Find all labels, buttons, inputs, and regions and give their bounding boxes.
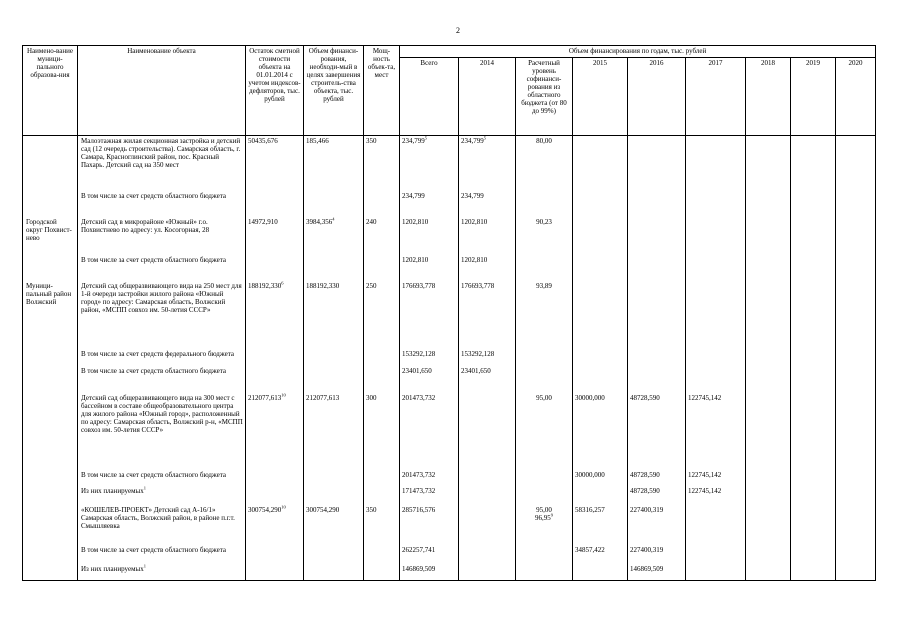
table-row (23, 217, 876, 255)
remaining-cost-cell-footnote: 6 (281, 280, 284, 286)
object-name-cell-text: Детский сад общеразвивающего вида на 250 мест для 1-й очереди застройки жилого района «Южный город» по адресу: Самарская область, Волжский район, «МСПП совхоз им. 50-летия СССР» (81, 281, 242, 314)
object-name-cell-text: Из них планируемых (81, 486, 144, 495)
cofinancing-cell (516, 486, 573, 505)
total-cell-text: 153292,128 (402, 349, 436, 358)
year-2017-cell (686, 217, 746, 255)
financing-volume-cell (304, 191, 364, 217)
year-2019-cell (791, 281, 836, 349)
table-row (23, 486, 876, 505)
header-financing-volume: Объем финанси-рования, необходи-мый в целях завершения строитель-ства объекта, тыс. рублей (304, 46, 364, 136)
year-2016-cell-text: 227400,319 (630, 545, 664, 554)
financing-volume-cell-footnote: 4 (332, 216, 335, 222)
remaining-cost-cell (246, 349, 304, 366)
cofinancing-cell (516, 545, 573, 564)
financing-volume-cell (304, 136, 364, 191)
year-2016-cell (628, 393, 686, 470)
cofinancing-cell-text: 93,89 (536, 281, 552, 290)
year-2016-cell-text: 48728,590 (630, 486, 660, 495)
object-name-cell-text: Детский сад общеразвивающего вида на 300 мест с бассейном в составе общеобразовательного центра для жилого района «Южный город», расположенный по адресу: Самарская область, Волжский р-н, «МСПП совхоз им. 50-летия СССР» (81, 393, 243, 434)
year-2015-cell-text: 30000,000 (575, 393, 605, 402)
year-2015-cell (573, 470, 628, 486)
year-2014-cell-text: 153292,128 (461, 349, 495, 358)
total-cell-footnote: 5 (424, 135, 427, 141)
year-2015-cell (573, 545, 628, 564)
object-name-cell-text: Детский сад в микрорайоне «Южный» г.о. Похвистнево по адресу: ул. Косогорная, 28 (81, 217, 210, 234)
year-2015-cell (573, 564, 628, 581)
financing-volume-cell-text: 212077,613 (306, 393, 340, 402)
year-2016-cell (628, 281, 686, 349)
financing-volume-cell (304, 217, 364, 255)
year-2014-cell (459, 255, 516, 281)
cofinancing-cell (516, 349, 573, 366)
total-cell-text: 171473,732 (402, 486, 436, 495)
remaining-cost-cell-footnote: 10 (281, 392, 286, 398)
total-cell (400, 217, 459, 255)
year-2020-cell (836, 470, 876, 486)
financing-volume-cell (304, 255, 364, 281)
capacity-cell (364, 191, 400, 217)
year-2020-cell (836, 393, 876, 470)
total-cell (400, 393, 459, 470)
year-2017-cell (686, 470, 746, 486)
table-row (23, 255, 876, 281)
year-2015-cell (573, 366, 628, 393)
object-name-cell-text: В том числе за счет средств областного бюджета (81, 545, 227, 554)
year-2017-cell (686, 545, 746, 564)
cofinancing-cell (516, 191, 573, 217)
municipality-cell (23, 281, 78, 349)
object-name-cell-text: В том числе за счет средств областного бюджета (81, 255, 227, 264)
object-name-cell (78, 564, 246, 581)
cofinancing-cell (516, 136, 573, 191)
header-by-years: Объем финансирования по годам, тыс. рублей (400, 46, 876, 58)
cofinancing-cell (516, 366, 573, 393)
year-2015-cell (573, 281, 628, 349)
capacity-cell (364, 470, 400, 486)
object-name-cell-text: Малоэтажная жилая секционная застройка и детский сад (12 очередь строительства). Самарская область, г. Самара, Красноглинский район, пос. Красный Пахарь. Детский сад на 350 мест (81, 137, 241, 169)
total-cell (400, 349, 459, 366)
total-cell-text: 146869,509 (402, 564, 436, 573)
year-2019-cell (791, 136, 836, 191)
year-2018-cell (746, 217, 791, 255)
cofinancing-cell (516, 281, 573, 349)
year-2014-cell (459, 393, 516, 470)
table-row (23, 564, 876, 581)
municipality-cell-text: Муници-пальный район Волжский (26, 281, 72, 306)
financing-table (22, 45, 876, 581)
year-2016-cell (628, 136, 686, 191)
capacity-cell (364, 349, 400, 366)
header-2018: 2018 (746, 58, 791, 136)
year-2019-cell (791, 505, 836, 545)
year-2015-cell (573, 217, 628, 255)
financing-volume-cell (304, 349, 364, 366)
cofinancing-cell (516, 470, 573, 486)
year-2020-cell (836, 564, 876, 581)
year-2020-cell (836, 366, 876, 393)
financing-volume-cell (304, 564, 364, 581)
table-row (23, 366, 876, 393)
remaining-cost-cell-text: 14972,910 (248, 217, 278, 226)
table-row (23, 349, 876, 366)
year-2018-cell (746, 255, 791, 281)
capacity-cell (364, 217, 400, 255)
capacity-cell (364, 393, 400, 470)
header-total: Всего (400, 58, 459, 136)
financing-volume-cell-text: 300754,290 (306, 505, 340, 514)
financing-volume-cell (304, 505, 364, 545)
header-2016: 2016 (628, 58, 686, 136)
total-cell (400, 505, 459, 545)
remaining-cost-cell-text: 50435,676 (248, 137, 278, 145)
year-2020-cell (836, 349, 876, 366)
cofinancing-cell-text: 95,00 (536, 505, 552, 514)
year-2019-cell (791, 366, 836, 393)
year-2018-cell (746, 564, 791, 581)
year-2015-cell (573, 393, 628, 470)
year-2014-cell (459, 486, 516, 505)
year-2019-cell (791, 191, 836, 217)
capacity-cell-text: 300 (366, 393, 377, 402)
municipality-cell (23, 470, 78, 486)
object-name-cell (78, 349, 246, 366)
year-2020-cell (836, 217, 876, 255)
financing-volume-cell-text: 185,466 (306, 137, 329, 145)
year-2014-cell (459, 545, 516, 564)
financing-volume-cell (304, 470, 364, 486)
total-cell-text: 285716,576 (402, 505, 436, 514)
year-2014-cell (459, 470, 516, 486)
year-2014-cell (459, 136, 516, 191)
year-2019-cell (791, 470, 836, 486)
capacity-cell (364, 564, 400, 581)
object-name-cell-text: «КОШЕЛЕВ-ПРОЕКТ» Детский сад А-16/1» Самарская область, Волжский район, в районе п.г.т. Смышляевка (81, 505, 235, 530)
remaining-cost-cell (246, 393, 304, 470)
total-cell (400, 255, 459, 281)
object-name-cell (78, 486, 246, 505)
municipality-cell (23, 349, 78, 366)
total-cell (400, 470, 459, 486)
year-2017-cell (686, 191, 746, 217)
capacity-cell-text: 250 (366, 281, 377, 290)
year-2020-cell (836, 486, 876, 505)
table-body (23, 136, 876, 581)
object-name-cell (78, 470, 246, 486)
year-2019-cell (791, 545, 836, 564)
header-2015: 2015 (573, 58, 628, 136)
year-2015-cell (573, 191, 628, 217)
year-2015-cell-text: 30000,000 (575, 470, 605, 479)
financing-volume-cell-text: 3984,356 (306, 217, 333, 226)
municipality-cell (23, 255, 78, 281)
capacity-cell-text: 350 (366, 137, 377, 145)
year-2020-cell (836, 191, 876, 217)
year-2015-cell-text: 34857,422 (575, 545, 605, 554)
financing-volume-cell-text: 188192,330 (306, 281, 340, 290)
year-2016-cell (628, 486, 686, 505)
year-2016-cell (628, 366, 686, 393)
total-cell-text: 1202,810 (402, 217, 429, 226)
total-cell-text: 1202,810 (402, 255, 429, 264)
capacity-cell-text: 350 (366, 505, 377, 514)
header-object-name: Наименование объекта (78, 46, 246, 136)
capacity-cell (364, 255, 400, 281)
header-remaining-cost: Остаток сметной стоимости объекта на 01.01.2014 с учетом индексов-дефляторов, тыс. рублей (246, 46, 304, 136)
remaining-cost-cell-text: 188192,330 (248, 281, 282, 290)
year-2015-cell-text: 58316,257 (575, 505, 605, 514)
year-2016-cell (628, 217, 686, 255)
total-cell (400, 545, 459, 564)
year-2015-cell (573, 349, 628, 366)
object-name-cell (78, 217, 246, 255)
year-2015-cell (573, 486, 628, 505)
financing-volume-cell (304, 366, 364, 393)
header-2019: 2019 (791, 58, 836, 136)
year-2019-cell (791, 217, 836, 255)
object-name-cell (78, 545, 246, 564)
year-2019-cell (791, 255, 836, 281)
remaining-cost-cell-text: 212077,613 (248, 393, 282, 402)
year-2017-cell (686, 281, 746, 349)
year-2018-cell (746, 136, 791, 191)
page-number: 2 (456, 26, 460, 35)
municipality-cell (23, 191, 78, 217)
year-2018-cell (746, 366, 791, 393)
cofinancing-alt-footnote: 9 (550, 512, 553, 518)
year-2018-cell (746, 191, 791, 217)
total-cell (400, 191, 459, 217)
year-2014-cell-text: 23401,650 (461, 366, 491, 375)
year-2017-cell (686, 564, 746, 581)
year-2018-cell (746, 349, 791, 366)
municipality-cell (23, 564, 78, 581)
year-2019-cell (791, 393, 836, 470)
year-2015-cell (573, 505, 628, 545)
year-2018-cell (746, 281, 791, 349)
municipality-cell (23, 545, 78, 564)
object-name-cell-text: Из них планируемых (81, 564, 144, 573)
object-name-cell-footnote: 1 (143, 563, 146, 569)
capacity-cell (364, 505, 400, 545)
cofinancing-cell-text: 90,23 (536, 217, 552, 226)
year-2020-cell (836, 136, 876, 191)
year-2016-cell (628, 255, 686, 281)
municipality-cell (23, 505, 78, 545)
header-2020: 2020 (836, 58, 876, 136)
year-2014-cell-footnote: 5 (483, 135, 486, 141)
total-cell (400, 564, 459, 581)
year-2014-cell-text: 1202,810 (461, 217, 488, 226)
header-municipality: Наимено-вание муници-пального образова-ния (23, 46, 78, 136)
object-name-cell (78, 505, 246, 545)
object-name-cell (78, 136, 246, 191)
year-2015-cell (573, 255, 628, 281)
year-2017-cell-text: 122745,142 (688, 486, 722, 495)
header-2014: 2014 (459, 58, 516, 136)
capacity-cell (364, 366, 400, 393)
year-2014-cell (459, 281, 516, 349)
year-2020-cell (836, 545, 876, 564)
cofinancing-cell (516, 217, 573, 255)
year-2016-cell (628, 564, 686, 581)
year-2018-cell (746, 470, 791, 486)
total-cell-text: 201473,732 (402, 393, 436, 402)
year-2018-cell (746, 486, 791, 505)
total-cell (400, 366, 459, 393)
cofinancing-cell (516, 564, 573, 581)
year-2020-cell (836, 255, 876, 281)
capacity-cell-text: 240 (366, 217, 377, 226)
year-2017-cell (686, 486, 746, 505)
table-row (23, 393, 876, 470)
object-name-cell (78, 366, 246, 393)
year-2018-cell (746, 393, 791, 470)
year-2014-cell-text: 234,799 (461, 191, 484, 200)
object-name-cell-text: В том числе за счет средств федерального бюджета (81, 349, 234, 358)
total-cell-text: 176693,778 (402, 281, 436, 290)
total-cell (400, 136, 459, 191)
year-2016-cell (628, 191, 686, 217)
table-row (23, 545, 876, 564)
year-2014-cell-text: 234,799 (461, 137, 484, 145)
year-2020-cell (836, 281, 876, 349)
capacity-cell (364, 545, 400, 564)
header-cofinancing: Расчетный уровень софинанси-рования из областного бюджета (от 80 до 99%) (516, 58, 573, 136)
year-2017-cell (686, 505, 746, 545)
cofinancing-cell-text: 95,00 (536, 393, 552, 402)
year-2020-cell (836, 505, 876, 545)
remaining-cost-cell (246, 255, 304, 281)
municipality-cell (23, 217, 78, 255)
financing-volume-cell (304, 393, 364, 470)
municipality-cell (23, 136, 78, 191)
year-2016-cell-text: 227400,319 (630, 505, 664, 514)
cofinancing-cell-text: 80,00 (536, 137, 552, 145)
table-row (23, 136, 876, 191)
object-name-cell-footnote: 1 (143, 485, 146, 491)
header-capacity: Мощ-ность объек-та, мест (364, 46, 400, 136)
year-2019-cell (791, 564, 836, 581)
year-2014-cell (459, 349, 516, 366)
municipality-cell-text: Городской округ Похвист-нево (26, 217, 72, 242)
remaining-cost-cell (246, 470, 304, 486)
remaining-cost-cell (246, 281, 304, 349)
financing-volume-cell (304, 281, 364, 349)
year-2016-cell (628, 349, 686, 366)
remaining-cost-cell (246, 564, 304, 581)
year-2016-cell (628, 470, 686, 486)
year-2016-cell (628, 505, 686, 545)
cofinancing-alt-value: 96,95 (535, 513, 551, 522)
remaining-cost-cell-footnote: 10 (281, 504, 286, 510)
total-cell-text: 201473,732 (402, 470, 436, 479)
year-2018-cell (746, 545, 791, 564)
year-2017-cell (686, 349, 746, 366)
remaining-cost-cell-text: 300754,290 (248, 505, 282, 514)
year-2014-cell (459, 191, 516, 217)
capacity-cell (364, 281, 400, 349)
year-2017-cell-text: 122745,142 (688, 470, 722, 479)
year-2016-cell-text: 146869,509 (630, 564, 664, 573)
table-row (23, 505, 876, 545)
total-cell-text: 234,799 (402, 191, 425, 200)
object-name-cell-text: В том числе за счет средств областного бюджета (81, 191, 227, 200)
cofinancing-cell (516, 255, 573, 281)
year-2014-cell (459, 505, 516, 545)
year-2015-cell (573, 136, 628, 191)
table-row (23, 281, 876, 349)
total-cell-text: 234,799 (402, 137, 425, 145)
total-cell-text: 262257,741 (402, 545, 436, 554)
total-cell (400, 281, 459, 349)
total-cell (400, 486, 459, 505)
year-2017-cell-text: 122745,142 (688, 393, 722, 402)
year-2016-cell (628, 545, 686, 564)
table-row (23, 470, 876, 486)
remaining-cost-cell (246, 486, 304, 505)
object-name-cell (78, 393, 246, 470)
year-2018-cell (746, 505, 791, 545)
remaining-cost-cell (246, 191, 304, 217)
object-name-cell (78, 281, 246, 349)
object-name-cell (78, 191, 246, 217)
year-2014-cell-text: 176693,778 (461, 281, 495, 290)
object-name-cell-text: В том числе за счет средств областного бюджета (81, 366, 227, 375)
year-2014-cell (459, 564, 516, 581)
municipality-cell (23, 393, 78, 470)
year-2016-cell-text: 48728,590 (630, 470, 660, 479)
year-2019-cell (791, 486, 836, 505)
table-row (23, 191, 876, 217)
object-name-cell-text: В том числе за счет средств областного бюджета (81, 470, 227, 479)
year-2014-cell (459, 366, 516, 393)
remaining-cost-cell (246, 545, 304, 564)
municipality-cell (23, 366, 78, 393)
municipality-cell (23, 486, 78, 505)
year-2019-cell (791, 349, 836, 366)
financing-volume-cell (304, 486, 364, 505)
cofinancing-cell (516, 505, 573, 545)
remaining-cost-cell (246, 136, 304, 191)
capacity-cell (364, 136, 400, 191)
total-cell-text: 23401,650 (402, 366, 432, 375)
year-2014-cell (459, 217, 516, 255)
year-2017-cell (686, 136, 746, 191)
remaining-cost-cell (246, 505, 304, 545)
header-2017: 2017 (686, 58, 746, 136)
remaining-cost-cell (246, 366, 304, 393)
year-2014-cell-text: 1202,810 (461, 255, 488, 264)
financing-volume-cell (304, 545, 364, 564)
year-2017-cell (686, 366, 746, 393)
year-2017-cell (686, 393, 746, 470)
remaining-cost-cell (246, 217, 304, 255)
cofinancing-cell (516, 393, 573, 470)
object-name-cell (78, 255, 246, 281)
year-2016-cell-text: 48728,590 (630, 393, 660, 402)
table-header (23, 46, 876, 136)
year-2017-cell (686, 255, 746, 281)
capacity-cell (364, 486, 400, 505)
